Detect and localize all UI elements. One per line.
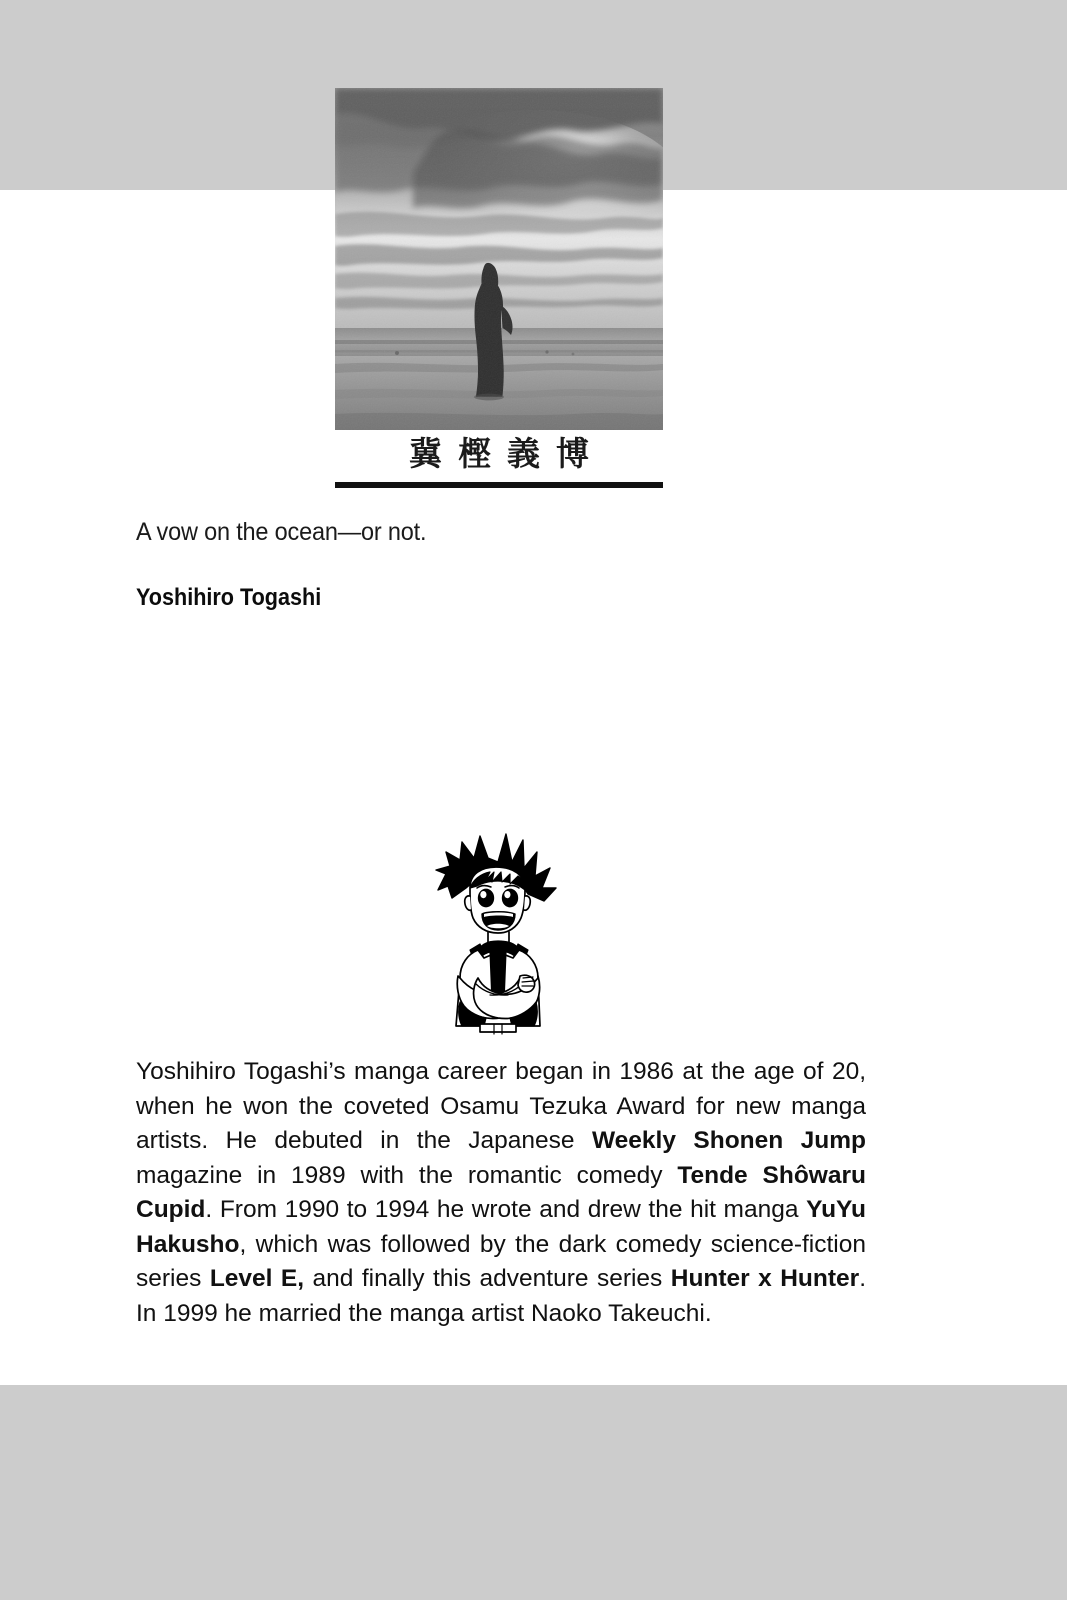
biography-text: Yoshihiro Togashi’s manga career began in 1986 at the age of 20, when he won the coveted Osamu Tezuka Award for new manga artists. He debuted in the Japanese xyxy=(136,1058,866,1154)
biography-title-emphasis: Level E, xyxy=(209,1265,305,1292)
biography-title-emphasis: YuYu Hakusho xyxy=(136,1196,866,1258)
biography-title-emphasis: Weekly Shonen Jump xyxy=(591,1127,866,1154)
biography-title-emphasis: Tende Shôwaru Cupid xyxy=(136,1161,866,1223)
horizontal-rule xyxy=(335,482,663,488)
author-photo xyxy=(335,88,663,430)
biography-text: magazine in 1989 with the romantic comedy xyxy=(136,1161,678,1189)
biography-text: . In 1999 he married the manga artist Naoko Takeuchi. xyxy=(136,1265,866,1327)
japanese-author-name: 冀樫義博 xyxy=(409,434,605,473)
biography-paragraph xyxy=(136,1055,866,1331)
biography-title-emphasis: Hunter x Hunter xyxy=(670,1265,860,1292)
tagline: A vow on the ocean—or not. xyxy=(136,518,427,546)
scan-band-bottom xyxy=(0,1385,1067,1600)
byline: Yoshihiro Togashi xyxy=(136,584,322,611)
biography-text: . From 1990 to 1994 he wrote and drew the hit manga xyxy=(205,1196,807,1223)
biography-text: , which was followed by the dark comedy science-fiction series xyxy=(136,1230,866,1292)
biography-text: and finally this adventure series xyxy=(304,1265,671,1292)
character-illustration xyxy=(424,826,572,1038)
